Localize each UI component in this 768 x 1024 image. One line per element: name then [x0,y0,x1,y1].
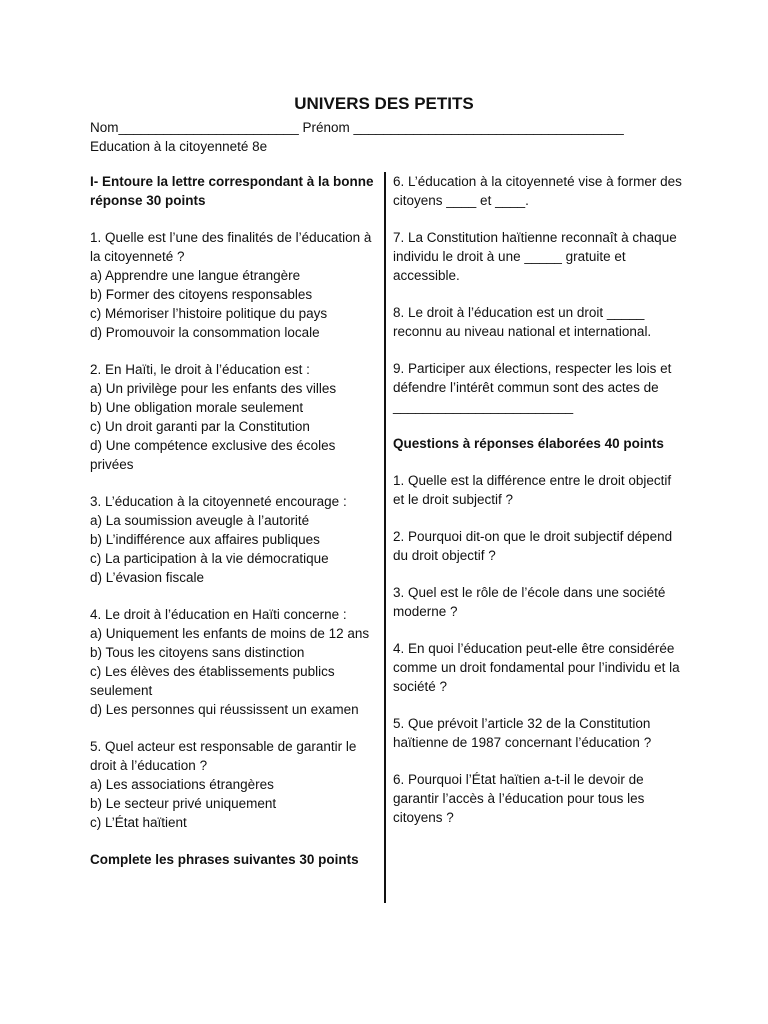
answer-option: c) Un droit garanti par la Constitution [90,419,310,434]
section-title-open-questions: Questions à réponses élaborées 40 points [393,436,664,451]
question-text: 5. Quel acteur est responsable de garantir le droit à l’éducation ? [90,739,357,773]
open-question [393,527,685,565]
mcq-question [90,605,374,719]
open-question [393,639,685,696]
fill-in-item [393,303,685,341]
answer-option: b) Le secteur privé uniquement [90,796,277,811]
open-question [393,583,685,621]
section-title-fill-in: Complete les phrases suivantes 30 points [90,852,359,867]
answer-option: d) L’évasion fiscale [90,570,205,585]
answer-option: d) Les personnes qui réussissent un examen [90,702,359,717]
answer-option: d) Une compétence exclusive des écoles privées [90,438,336,472]
open-question-text: 2. Pourquoi dit-on que le droit subjectif dépend du droit objectif ? [393,529,673,563]
question-text: 4. Le droit à l’éducation en Haïti concerne : [90,607,347,622]
column-divider [384,172,386,903]
question-text: 2. En Haïti, le droit à l’éducation est : [90,362,310,377]
answer-option: b) Une obligation morale seulement [90,400,304,415]
mcq-question [90,492,374,587]
answer-option: c) L’État haïtient [90,815,187,830]
fill-in-text: 8. Le droit à l’éducation est un droit _____ reconnu au niveau national et international. [393,305,652,339]
open-question [393,770,685,827]
fill-in-item [393,359,685,416]
open-question [393,714,685,752]
answer-option: b) Tous les citoyens sans distinction [90,645,305,660]
question-text: 1. Quelle est l’une des finalités de l’éducation à la citoyenneté ? [90,230,372,264]
fill-in-item [393,228,685,285]
fill-in-text: 6. L’éducation à la citoyenneté vise à former des citoyens ____ et ____. [393,174,682,208]
open-question [393,471,685,509]
answer-option: a) Les associations étrangères [90,777,274,792]
mcq-question [90,228,374,342]
left-column [90,172,374,887]
answer-option: b) Former des citoyens responsables [90,287,313,302]
open-question-text: 4. En quoi l’éducation peut-elle être considérée comme un droit fondamental pour l’individu et la société ? [393,641,680,694]
answer-option: a) La soumission aveugle à l’autorité [90,513,310,528]
mcq-question [90,360,374,474]
open-question-text: 6. Pourquoi l’État haïtien a-t-il le devoir de garantir l’accès à l’éducation pour tous les citoyens ? [393,772,645,825]
open-question-text: 5. Que prévoit l’article 32 de la Constitution haïtienne de 1987 concernant l’éducation ? [393,716,652,750]
answer-option: a) Apprendre une langue étrangère [90,268,301,283]
answer-option: c) Les élèves des établissements publics seulement [90,664,335,698]
question-text: 3. L’éducation à la citoyenneté encourage : [90,494,347,509]
answer-option: c) Mémoriser l’histoire politique du pays [90,306,328,321]
answer-option: d) Promouvoir la consommation locale [90,325,320,340]
name-line: Nom________________________ Prénom ____________________________________ [90,120,624,135]
page-title: UNIVERS DES PETITS [294,94,474,113]
right-column [393,172,685,845]
answer-option: c) La participation à la vie démocratique [90,551,329,566]
answer-option: a) Un privilège pour les enfants des villes [90,381,337,396]
answer-option: b) L’indifférence aux affaires publiques [90,532,320,547]
section-title-mcq: I- Entoure la lettre correspondant à la bonne réponse 30 points [90,174,374,208]
open-question-text: 3. Quel est le rôle de l’école dans une société moderne ? [393,585,666,619]
open-question-text: 1. Quelle est la différence entre le droit objectif et le droit subjectif ? [393,473,672,507]
fill-in-text: 9. Participer aux élections, respecter les lois et défendre l’intérêt commun sont des actes de ________________________ [393,361,672,414]
fill-in-item [393,172,685,210]
fill-in-text: 7. La Constitution haïtienne reconnaît à chaque individu le droit à une _____ gratuite et accessible. [393,230,677,283]
subject-line: Education à la citoyenneté 8e [90,139,268,154]
answer-option: a) Uniquement les enfants de moins de 12 ans [90,626,370,641]
mcq-question [90,737,374,832]
